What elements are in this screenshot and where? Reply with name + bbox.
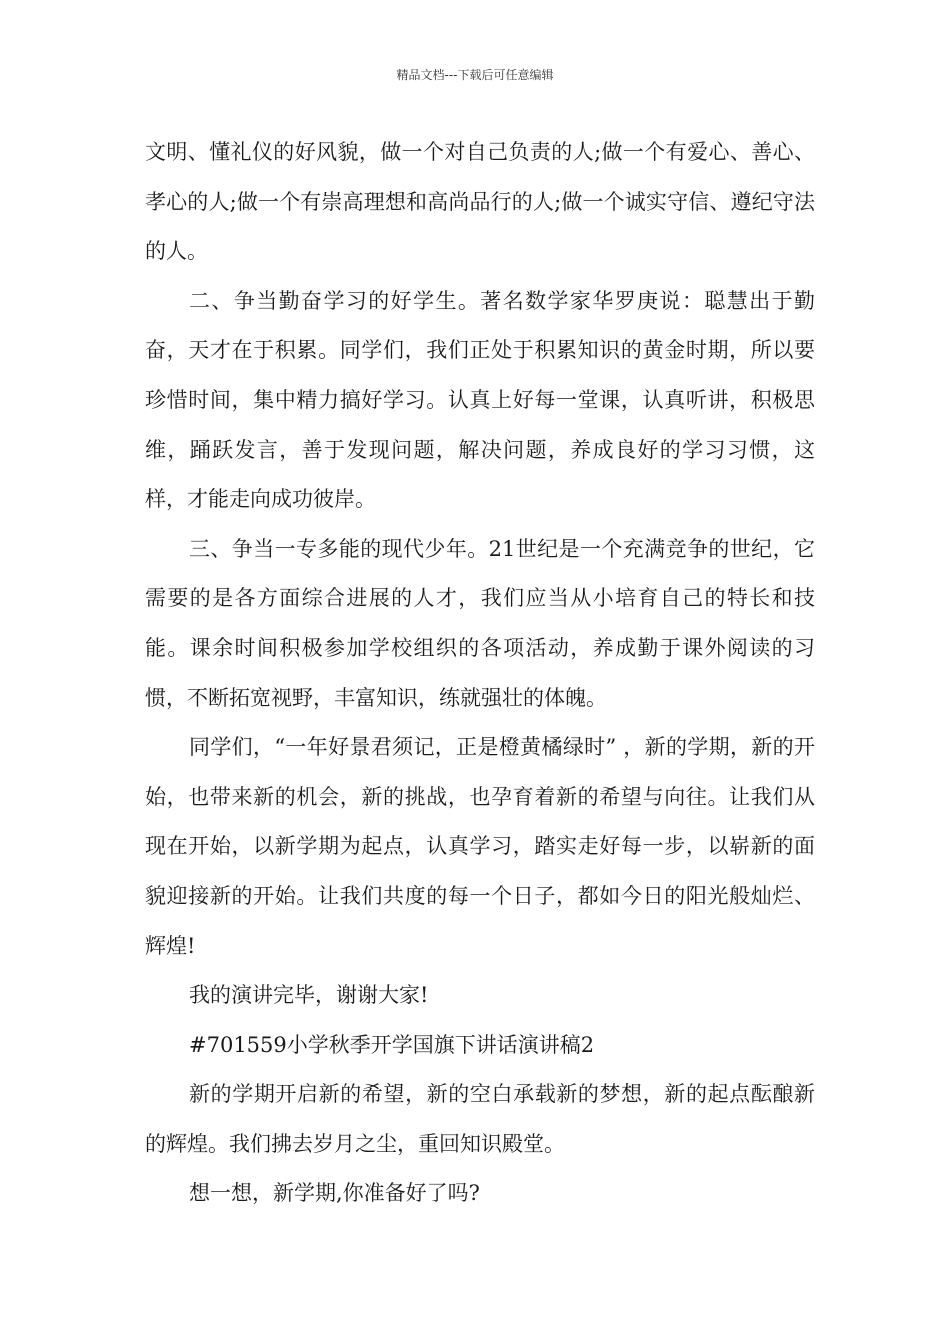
paragraph-2: 二、争当勤奋学习的好学生。著名数学家华罗庚说：聪慧出于勤奋，天才在于积累。同学们，我们正处于积累知识的黄金时期，所以要珍惜时间，集中精力搞好学习。认真上好每一堂课，认真听讲，积极思维，踊跃发言，善于发现问题，解决问题，养成良好的学习习惯，这样，才能走向成功彼岸。 [145, 288, 815, 512]
paragraph-3: 三、争当一专多能的现代少年。21世纪是一个充满竞争的世纪，它需要的是各方面综合进展的人才，我们应当从小培育自己的特长和技能。课余时间积极参加学校组织的各项活动，养成勤于课外阅读的习惯，不断拓宽视野，丰富知识，练就强壮的体魄。 [145, 536, 815, 710]
paragraph-8: 想一想，新学期,你准备好了吗? [189, 1181, 480, 1206]
paragraph-7: 新的学期开启新的希望，新的空白承载新的梦想，新的起点酝酿新的辉煌。我们拂去岁月之尘，重回知识殿堂。 [145, 1082, 815, 1156]
section-title: #701559小学秋季开学国旗下讲话演讲稿2 [189, 1032, 595, 1057]
paragraph-5: 我的演讲完毕，谢谢大家! [189, 983, 429, 1008]
document-body [145, 128, 815, 1219]
page-header: 精品文档---下载后可任意编辑 [396, 68, 554, 82]
paragraph-1: 文明、懂礼仪的好风貌，做一个对自己负责的人;做一个有爱心、善心、孝心的人;做一个有崇高理想和高尚品行的人;做一个诚实守信、遵纪守法的人。 [145, 140, 815, 264]
paragraph-4: 同学们，“一年好景君须记，正是橙黄橘绿时” ，新的学期，新的开始，也带来新的机会，新的挑战，也孕育着新的希望与向往。让我们从现在开始，以新学期为起点，认真学习，踏实走好每一步，以崭新的面貌迎接新的开始。让我们共度的每一个日子，都如今日的阳光般灿烂、辉煌! [145, 735, 815, 958]
